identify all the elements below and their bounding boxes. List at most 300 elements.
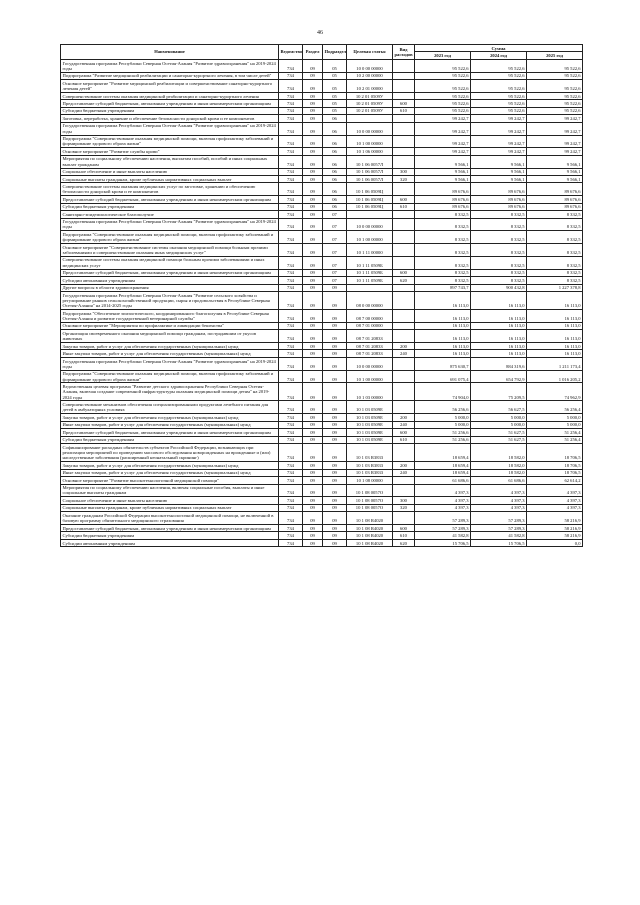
row-sum-2025: 95 522,6 [527, 100, 583, 107]
row-sum-2025: 58 216,9 [527, 524, 583, 531]
row-sum-2023: 4 397,3 [415, 504, 471, 511]
row-name: Основное мероприятие "Совершенствование системы оказания медицинской помощи больным прочими заболеваниями и совершенствование оказания иных медицинских услуг" [61, 244, 279, 257]
row-section: 09 [303, 100, 323, 107]
row-subsection: 06 [323, 135, 347, 148]
row-target: 10 1 06 0509Ц [347, 196, 393, 203]
row-target: 10 1 03 0509Е [347, 436, 393, 443]
row-target: 10 1 06 0057Л [347, 168, 393, 175]
row-subsection: 09 [323, 512, 347, 525]
row-target [347, 284, 393, 291]
row-sum-2025: 0,0 [527, 539, 583, 546]
row-section: 09 [303, 292, 323, 310]
row-target: 08 0 00 00000 [347, 292, 393, 310]
row-expense: 620 [393, 539, 415, 546]
row-subsection: 05 [323, 107, 347, 114]
row-expense [393, 357, 415, 370]
row-section: 09 [303, 484, 323, 497]
row-dept: 734 [279, 444, 303, 462]
row-sum-2024: 57 289,3 [471, 512, 527, 525]
table-row [61, 72, 583, 79]
row-name: Предоставление субсидий бюджетным, автономным учреждениям и иным некоммерческим организациям [61, 269, 279, 276]
row-target: 10 1 08 0057О [347, 497, 393, 504]
row-subsection: 09 [323, 310, 347, 323]
row-expense [393, 135, 415, 148]
row-sum-2023: 15 706,5 [415, 539, 471, 546]
row-sum-2024: 99 242,7 [471, 115, 527, 122]
row-target: 10 2 01 0509У [347, 100, 393, 107]
row-sum-2023: 16 113,0 [415, 292, 471, 310]
row-subsection: 09 [323, 444, 347, 462]
row-sum-2023: 18 659,4 [415, 469, 471, 476]
row-sum-2024: 16 113,0 [471, 292, 527, 310]
row-name: Закупка товаров, работ и услуг для обеспечения государственных (муниципальных) нужд [61, 343, 279, 350]
row-sum-2023: 5 000,0 [415, 421, 471, 428]
row-sum-2023: 74 904,0 [415, 383, 471, 401]
table-header [61, 45, 583, 60]
table-row [61, 292, 583, 310]
row-expense [393, 370, 415, 383]
row-sum-2023: 9 566,1 [415, 155, 471, 168]
row-name: Иные закупки товаров, работ и услуг для обеспечения государственных (муниципальных) нужд [61, 469, 279, 476]
header-sum: Сумма [415, 45, 583, 52]
table-row [61, 429, 583, 436]
row-sum-2023: 89 676,6 [415, 183, 471, 196]
row-sum-2025: 18 706,5 [527, 462, 583, 469]
row-target: 10 1 00 00000 [347, 231, 393, 244]
table-row [61, 80, 583, 93]
row-sum-2024: 89 676,6 [471, 183, 527, 196]
row-section: 09 [303, 512, 323, 525]
row-subsection: 09 [323, 357, 347, 370]
row-sum-2023: 99 242,7 [415, 122, 471, 135]
row-sum-2024: 89 676,6 [471, 203, 527, 210]
row-subsection: 09 [323, 484, 347, 497]
row-expense: 620 [393, 277, 415, 284]
row-expense: 600 [393, 196, 415, 203]
row-sum-2023: 99 242,7 [415, 115, 471, 122]
row-name: Предоставление субсидий бюджетным, автономным учреждениям и иным некоммерческим организациям [61, 196, 279, 203]
row-name: Основное мероприятие "Развитие высокотехнологичной медицинской помощи" [61, 477, 279, 484]
row-sum-2023: 8 332,5 [415, 244, 471, 257]
header-dept: Ведомство [279, 45, 303, 60]
row-target: 10 0 00 00000 [347, 357, 393, 370]
row-section: 09 [303, 256, 323, 269]
row-target: 10 2 01 0509У [347, 92, 393, 99]
row-sum-2023: 4 397,3 [415, 497, 471, 504]
table-row [61, 107, 583, 114]
row-target: 10 0 00 00000 [347, 59, 393, 72]
row-name: Социальные выплаты гражданам, кроме публичных нормативных социальных выплат [61, 504, 279, 511]
row-sum-2024: 884 319,6 [471, 357, 527, 370]
row-sum-2024: 8 332,5 [471, 244, 527, 257]
row-dept: 734 [279, 436, 303, 443]
row-target: 10 1 03 R3833 [347, 462, 393, 469]
row-expense [393, 284, 415, 291]
row-dept: 734 [279, 484, 303, 497]
row-dept: 734 [279, 310, 303, 323]
row-section: 09 [303, 414, 323, 421]
row-sum-2024: 18 582,0 [471, 462, 527, 469]
row-sum-2025: 8 332,5 [527, 244, 583, 257]
row-section: 09 [303, 421, 323, 428]
row-sum-2025: 56 256,4 [527, 401, 583, 414]
row-section: 09 [303, 383, 323, 401]
row-sum-2025: 95 522,6 [527, 72, 583, 79]
row-sum-2024: 95 522,6 [471, 100, 527, 107]
row-section: 09 [303, 244, 323, 257]
row-name: Санитарно-эпидемиологическое благополучие [61, 211, 279, 218]
row-name: Оказание гражданам Российской Федерации высокотехнологичной медицинской помощи, не включенной в базовую программу обязательного медицинского страхования [61, 512, 279, 525]
row-sum-2023: 9 566,1 [415, 175, 471, 182]
row-sum-2025: 16 113,0 [527, 350, 583, 357]
row-subsection: 05 [323, 59, 347, 72]
row-sum-2024: 51 627,5 [471, 429, 527, 436]
table-row [61, 462, 583, 469]
row-sum-2025: 4 397,3 [527, 484, 583, 497]
row-subsection: 05 [323, 92, 347, 99]
row-dept: 734 [279, 429, 303, 436]
row-subsection: 09 [323, 343, 347, 350]
row-expense: 200 [393, 414, 415, 421]
row-section: 09 [303, 80, 323, 93]
row-target: 10 1 11 0509Б [347, 256, 393, 269]
row-name: Государственная программа Республики Северная Осетия-Алания "Развитие здравоохранения" на 2019-2024 годы [61, 59, 279, 72]
row-name: Мероприятия по социальному обеспечению населения, включая социальные пособия, выплаты и иные социальные выплаты гражданам [61, 484, 279, 497]
row-sum-2024: 41 582,8 [471, 532, 527, 539]
table-row [61, 211, 583, 218]
table-row [61, 100, 583, 107]
row-dept: 734 [279, 244, 303, 257]
row-dept: 734 [279, 148, 303, 155]
row-subsection: 09 [323, 383, 347, 401]
table-row [61, 175, 583, 182]
row-sum-2024: 99 242,7 [471, 135, 527, 148]
row-sum-2025: 8 332,5 [527, 231, 583, 244]
row-expense [393, 231, 415, 244]
row-target: 10 1 06 0057Л [347, 155, 393, 168]
row-section: 09 [303, 196, 323, 203]
row-sum-2023: 95 522,6 [415, 72, 471, 79]
page-number: 46 [317, 30, 323, 36]
row-sum-2024: 16 113,0 [471, 310, 527, 323]
row-subsection: 06 [323, 155, 347, 168]
row-sum-2023: 51 256,6 [415, 429, 471, 436]
row-subsection: 09 [323, 350, 347, 357]
row-sum-2024: 61 686,6 [471, 477, 527, 484]
table-row [61, 231, 583, 244]
table-row [61, 310, 583, 323]
row-sum-2024: 9 566,1 [471, 155, 527, 168]
table-row [61, 92, 583, 99]
row-name: Закупка товаров, работ и услуг для обеспечения государственных (муниципальных) нужд [61, 462, 279, 469]
row-subsection: 06 [323, 148, 347, 155]
row-subsection: 06 [323, 175, 347, 182]
row-subsection: 09 [323, 292, 347, 310]
table-row [61, 414, 583, 421]
row-sum-2025: 51 256,4 [527, 429, 583, 436]
row-section: 09 [303, 322, 323, 329]
row-sum-2024: 654 792,9 [471, 370, 527, 383]
row-sum-2023: 16 113,0 [415, 330, 471, 343]
row-target: 08 7 00 00000 [347, 310, 393, 323]
row-dept: 734 [279, 72, 303, 79]
row-sum-2024: 56 627,5 [471, 401, 527, 414]
row-section: 09 [303, 231, 323, 244]
row-expense [393, 310, 415, 323]
table-row [61, 148, 583, 155]
row-name: Государственная программа Республики Северная Осетия-Алания "Развитие сельского хозяйства и регулирование рынков сельскохозяйственной продукции, сырья и продовольствия в Республике Северная Осетия-Алания" на 2014-2025 годы [61, 292, 279, 310]
row-sum-2024: 95 522,6 [471, 92, 527, 99]
row-sum-2023: 95 522,6 [415, 80, 471, 93]
row-sum-2024: 900 432,8 [471, 284, 527, 291]
row-sum-2025: 8 332,5 [527, 269, 583, 276]
row-expense [393, 115, 415, 122]
row-expense: 320 [393, 504, 415, 511]
row-name: Предоставление субсидий бюджетным, автономным учреждениям и иным некоммерческим организациям [61, 100, 279, 107]
row-section: 09 [303, 310, 323, 323]
row-subsection: 09 [323, 539, 347, 546]
row-sum-2024: 8 332,5 [471, 277, 527, 284]
row-name: Социальное обеспечение и иные выплаты населению [61, 168, 279, 175]
row-subsection: 07 [323, 231, 347, 244]
row-subsection: 07 [323, 277, 347, 284]
row-dept: 734 [279, 414, 303, 421]
row-subsection: 06 [323, 183, 347, 196]
row-sum-2025: 89 676,6 [527, 183, 583, 196]
row-sum-2025: 18 706,5 [527, 469, 583, 476]
row-target: 10 1 08 R4020 [347, 512, 393, 525]
row-sum-2023: 8 332,5 [415, 211, 471, 218]
row-section: 09 [303, 269, 323, 276]
header-section: Раздел [303, 45, 323, 60]
row-subsection: 05 [323, 72, 347, 79]
row-expense [393, 155, 415, 168]
row-sum-2025: 4 397,3 [527, 504, 583, 511]
table-row [61, 122, 583, 135]
row-sum-2023: 89 676,6 [415, 196, 471, 203]
row-section: 09 [303, 175, 323, 182]
row-dept: 734 [279, 135, 303, 148]
row-target: 10 1 03 0509Е [347, 414, 393, 421]
row-sum-2023: 8 332,5 [415, 231, 471, 244]
row-sum-2023: 5 000,0 [415, 414, 471, 421]
row-dept: 734 [279, 532, 303, 539]
row-section: 09 [303, 218, 323, 231]
row-subsection: 07 [323, 244, 347, 257]
row-dept: 734 [279, 211, 303, 218]
row-sum-2023: 18 659,4 [415, 462, 471, 469]
row-expense: 600 [393, 269, 415, 276]
row-dept: 734 [279, 350, 303, 357]
row-dept: 734 [279, 322, 303, 329]
row-dept: 734 [279, 100, 303, 107]
row-sum-2024: 95 522,6 [471, 107, 527, 114]
row-subsection: 09 [323, 414, 347, 421]
row-sum-2024: 51 627,5 [471, 436, 527, 443]
row-target: 10 1 03 0509Е [347, 421, 393, 428]
row-subsection: 07 [323, 211, 347, 218]
row-dept: 734 [279, 277, 303, 284]
row-target: 10 1 08 R4020 [347, 532, 393, 539]
table-row [61, 357, 583, 370]
row-expense [393, 512, 415, 525]
row-section: 09 [303, 59, 323, 72]
row-sum-2024: 8 332,5 [471, 211, 527, 218]
row-dept: 734 [279, 256, 303, 269]
row-expense [393, 148, 415, 155]
row-sum-2025: 1 016 205,2 [527, 370, 583, 383]
row-target: 10 0 00 00000 [347, 218, 393, 231]
row-section: 09 [303, 401, 323, 414]
row-target: 10 1 08 00000 [347, 477, 393, 484]
row-subsection: 07 [323, 256, 347, 269]
row-name: Совершенствование системы оказания медицинской помощи больным прочими заболеваниями и иных медицинских услуг [61, 256, 279, 269]
table-row [61, 269, 583, 276]
row-subsection: 09 [323, 330, 347, 343]
row-dept: 734 [279, 196, 303, 203]
row-name: Совершенствование системы оказания медицинской реабилитации и санаторно-курортного лечения [61, 92, 279, 99]
row-expense [393, 211, 415, 218]
row-section: 09 [303, 277, 323, 284]
table-row [61, 350, 583, 357]
row-sum-2023: 99 242,7 [415, 148, 471, 155]
row-section: 09 [303, 539, 323, 546]
row-expense [393, 330, 415, 343]
row-dept: 734 [279, 357, 303, 370]
row-sum-2024: 4 397,3 [471, 497, 527, 504]
row-dept: 734 [279, 462, 303, 469]
row-expense: 600 [393, 524, 415, 531]
table-row [61, 196, 583, 203]
row-subsection: 09 [323, 524, 347, 531]
row-name: Иные закупки товаров, работ и услуг для обеспечения государственных (муниципальных) нужд [61, 421, 279, 428]
table-row [61, 484, 583, 497]
row-sum-2024: 99 242,7 [471, 148, 527, 155]
row-sum-2023: 897 743,7 [415, 284, 471, 291]
row-section: 09 [303, 92, 323, 99]
row-subsection: 09 [323, 401, 347, 414]
row-target [347, 211, 393, 218]
row-section: 09 [303, 183, 323, 196]
row-subsection: 09 [323, 421, 347, 428]
row-sum-2024: 8 332,5 [471, 269, 527, 276]
row-dept: 734 [279, 477, 303, 484]
row-section: 09 [303, 72, 323, 79]
header-subsection: Подраздел [323, 45, 347, 60]
table-row [61, 444, 583, 462]
row-sum-2023: 89 676,6 [415, 203, 471, 210]
row-section: 09 [303, 211, 323, 218]
row-dept: 734 [279, 175, 303, 182]
row-section: 09 [303, 135, 323, 148]
row-sum-2023: 95 522,6 [415, 107, 471, 114]
table-row [61, 477, 583, 484]
row-sum-2023: 4 397,3 [415, 484, 471, 497]
row-sum-2024: 95 522,6 [471, 72, 527, 79]
row-subsection: 09 [323, 469, 347, 476]
row-target: 08 7 01 00000 [347, 322, 393, 329]
row-expense: 600 [393, 100, 415, 107]
table-row [61, 401, 583, 414]
row-section: 09 [303, 357, 323, 370]
row-sum-2024: 4 397,3 [471, 504, 527, 511]
row-sum-2024: 15 706,5 [471, 539, 527, 546]
row-sum-2023: 9 566,1 [415, 168, 471, 175]
row-sum-2024: 18 582,0 [471, 469, 527, 476]
row-name: Субсидии автономным учреждениям [61, 539, 279, 546]
table-row [61, 330, 583, 343]
row-sum-2025: 99 242,7 [527, 115, 583, 122]
row-section: 09 [303, 148, 323, 155]
row-target: 10 1 00 00000 [347, 135, 393, 148]
row-name: Подпрограмма "Обеспечение эпизоотического, координированного благополучия в Республике Северная Осетия-Алания и развитие государственной ветеринарной службы" [61, 310, 279, 323]
row-subsection: 09 [323, 504, 347, 511]
row-dept: 734 [279, 421, 303, 428]
row-sum-2023: 875 630,7 [415, 357, 471, 370]
row-name: Организация своевременного оказания медицинской помощи гражданам, пострадавшим от укусов животных [61, 330, 279, 343]
row-sum-2024: 16 113,0 [471, 322, 527, 329]
row-subsection: 09 [323, 429, 347, 436]
row-sum-2023: 8 332,5 [415, 277, 471, 284]
row-sum-2023: 51 256,6 [415, 436, 471, 443]
row-section: 09 [303, 497, 323, 504]
table-body [61, 59, 583, 546]
row-dept: 734 [279, 330, 303, 343]
table-row [61, 524, 583, 531]
row-expense [393, 477, 415, 484]
table-row [61, 469, 583, 476]
table-row [61, 497, 583, 504]
row-dept: 734 [279, 504, 303, 511]
row-section: 09 [303, 462, 323, 469]
row-sum-2025: 16 113,0 [527, 330, 583, 343]
row-target: 10 1 06 00000 [347, 148, 393, 155]
row-sum-2025: 8 332,5 [527, 211, 583, 218]
row-name: Мероприятия по социальному обеспечению населения, выплатам пособий, пособий и иных социальных выплат гражданам [61, 155, 279, 168]
table-row [61, 256, 583, 269]
row-section: 09 [303, 343, 323, 350]
row-sum-2025: 16 113,0 [527, 292, 583, 310]
row-sum-2024: 5 000,0 [471, 421, 527, 428]
row-sum-2025: 58 216,9 [527, 512, 583, 525]
row-target: 10 1 11 0509Б [347, 277, 393, 284]
row-dept: 734 [279, 203, 303, 210]
row-expense: 610 [393, 203, 415, 210]
row-subsection: 09 [323, 322, 347, 329]
row-sum-2025: 18 706,5 [527, 444, 583, 462]
row-target: 10 1 08 R4020 [347, 539, 393, 546]
table-row [61, 539, 583, 546]
table-row [61, 183, 583, 196]
row-name: Основное мероприятие "Развитие службы крови" [61, 148, 279, 155]
row-sum-2023: 16 113,0 [415, 322, 471, 329]
row-expense [393, 218, 415, 231]
row-expense [393, 244, 415, 257]
row-expense [393, 256, 415, 269]
row-name: Закупка товаров, работ и услуг для обеспечения государственных (муниципальных) нужд [61, 414, 279, 421]
row-subsection: 09 [323, 497, 347, 504]
row-target: 10 1 03 00000 [347, 383, 393, 401]
row-subsection: 06 [323, 196, 347, 203]
row-subsection: 05 [323, 100, 347, 107]
row-expense: 300 [393, 497, 415, 504]
row-expense [393, 383, 415, 401]
row-target: 10 2 00 00000 [347, 72, 393, 79]
header-name: Наименование [61, 45, 279, 60]
row-sum-2024: 8 332,5 [471, 256, 527, 269]
row-expense: 200 [393, 343, 415, 350]
row-section: 09 [303, 532, 323, 539]
